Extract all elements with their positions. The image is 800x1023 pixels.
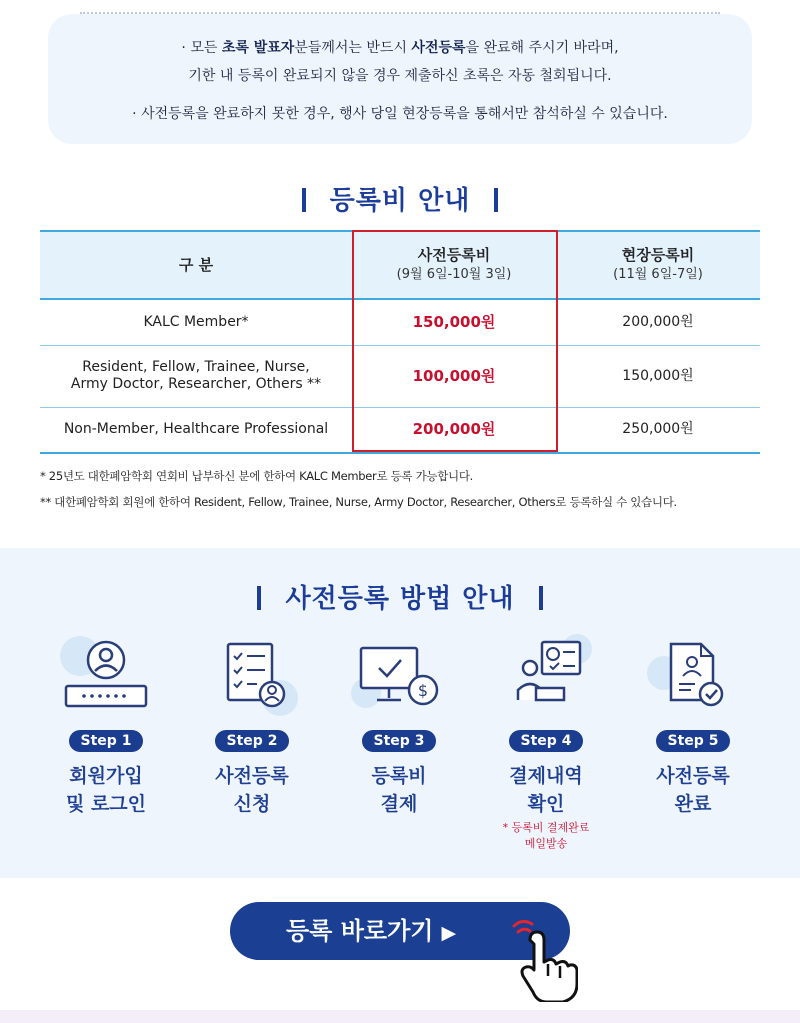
application-form-icon [202,632,302,722]
row-category: Non-Member, Healthcare Professional [40,407,352,453]
footnote-member: * 25년도 대한폐암학회 연회비 납부하신 분에 한하여 KALC Member로 등록 가능합니다. [40,469,473,483]
notice-line-2: 기한 내 등록이 완료되지 않을 경우 제출하신 초록은 자동 철회됩니다. [188,68,612,84]
row-category: KALC Member* [40,299,352,345]
title-bar-left [257,586,261,610]
row-pre-fee: 100,000원 [352,345,556,407]
header-category: 구 분 [40,231,352,299]
step-label: 사전등록 신청 [215,765,289,815]
svg-text:$: $ [417,681,429,700]
step-3 [329,632,469,818]
step-4 [476,632,616,852]
step-label: 등록비 결제 [371,765,427,815]
step-label: 사전등록 완료 [656,765,730,815]
row-onsite-fee: 250,000원 [556,407,760,453]
bottom-strip [0,1010,800,1023]
header-onsite-registration: 현장등록비 (11월 6일-7일) [556,231,760,299]
play-arrow-icon: ▶ [441,922,457,944]
fee-section-title: 등록비 안내 [0,180,800,217]
header-pre-registration: 사전등록비 (9월 6일-10월 3일) [352,231,556,299]
payment-monitor-icon [349,632,449,722]
step-label: 회원가입 및 로그인 [65,765,147,815]
step-badge: Step 5 [656,730,731,752]
login-icon [56,632,156,722]
notice-paragraph-2: · 사전등록을 완료하지 못한 경우, 행사 당일 현장등록을 통해서만 참석하실 수 있습니다. [132,106,668,122]
row-onsite-fee: 200,000원 [556,299,760,345]
row-onsite-fee: 150,000원 [556,345,760,407]
step-badge: Step 4 [509,730,584,752]
steps-section-title: 사전등록 방법 안내 [0,578,800,615]
title-bar-right [494,188,498,212]
footnote-others: ** 대한폐암학회 회원에 한하여 Resident, Fellow, Trainee, Nurse, Army Doctor, Researcher, Others로 등록하실 수 있습니다. [40,495,677,509]
row-category: Resident, Fellow, Trainee, Nurse, Army Doctor, Researcher, Others ** [40,345,352,407]
step-badge: Step 3 [362,730,437,752]
pointer-hand-icon [508,912,578,1002]
row-pre-fee: 200,000원 [352,407,556,453]
pre-registration-highlight [352,230,558,452]
register-shortcut-label: 등록 바로가기 [286,917,434,945]
payment-confirm-icon [496,632,596,722]
registration-complete-icon [643,632,743,722]
step-note: * 등록비 결제완료 메일발송 [502,821,590,850]
step-badge: Step 1 [69,730,144,752]
step-5 [623,632,763,818]
title-bar-right [539,586,543,610]
step-badge: Step 2 [215,730,290,752]
step-2 [182,632,322,818]
title-bar-left [302,188,306,212]
step-1 [36,632,176,818]
row-pre-fee: 150,000원 [352,299,556,345]
notice-paragraph-1: · 모든 초록 발표자분들께서는 반드시 사전등록을 완료해 주시기 바라며, 기한 내 등록이 완료되지 않을 경우 제출하신 초록은 자동 철회됩니다. [181,40,619,84]
notice-box [48,14,752,144]
step-label: 결제내역 확인 [509,765,583,815]
